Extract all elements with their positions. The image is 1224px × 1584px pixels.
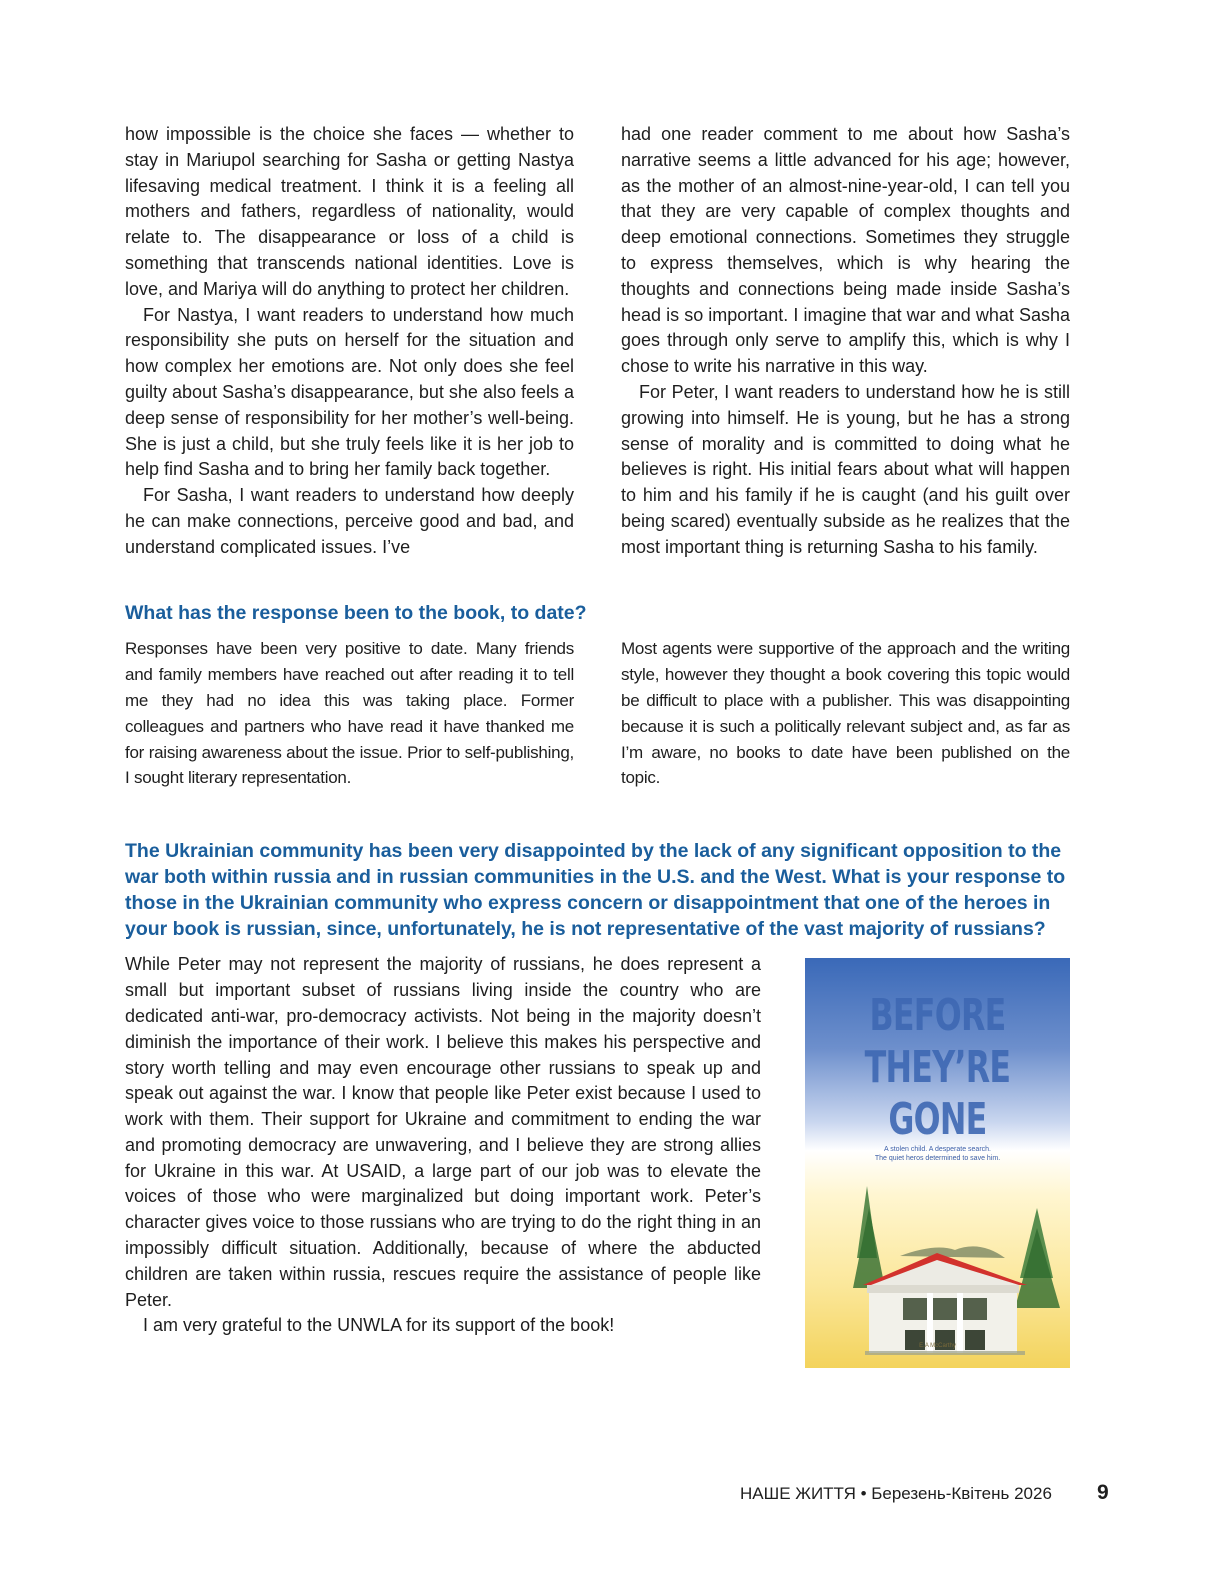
paragraph-nastya: For Nastya, I want readers to understand how much responsibility she puts on herself for the situation and how complex her emotions are. Not only does she feel guilty about Sasha’s disappearance, but she also feels a deep sense of responsibility for her mother’s well-being. She is just a child, but she truly feels like it is her job to help find Sasha and to bring her family back together.	[125, 304, 574, 480]
paragraph-sasha: For Sasha, I want readers to understand how deeply he can make connections, perceive good and bad, and understand complicated issues. I’ve	[125, 485, 574, 557]
closing-paragraph: I am very grateful to the UNWLA for its support of the book!	[143, 1315, 615, 1336]
question-heading-russian-hero: The Ukrainian community has been very disappointed by the lack of any significant opposition to the war both within russia and in russian communities in the U.S. and the West. What is your response to those in the Ukrainian community who express concern or disappointment that one of the heroes in your book is russian, since, unfortunately, he is not representative of the vast majority of russians?	[125, 840, 1066, 940]
title-line: THEY’RE	[864, 1042, 1011, 1094]
paragraph: had one reader comment to me about how Sasha’s narrative seems a little advanced for his age; however, as the mother of an almost-nine-year-old, I can tell you that they are very capable of complex thoughts and deep emotional connections. Sometimes they struggle to express themselves, which is why hearing the thoughts and connections being made inside Sasha’s head is so important. I imagine that war and what Sasha goes through only serve to amplify this, which is why I chose to write his narrative in this way.	[621, 124, 1070, 377]
answer-paragraph: While Peter may not represent the majority of russians, he does represent a small but important subset of russians living inside the country who are dedicated anti-war, pro-democracy activists. Not being in the majority doesn’t diminish the importance of their work. I believe this makes his perspective and story worth telling and may even encourage other russians to speak up and speak out against the war. I know that people like Peter exist because I used to work with them. Their support for Ukraine and commitment to ending the war and promoting democracy are unwavering, and I believe they are strong allies for Ukraine in this war. At USAID, a large part of our job was to elevate the voices of those who were marginalized but doing important work. Peter’s character gives voice to those russians who are trying to do the right thing in an impossibly difficult situation. Additionally, because of where the abducted children are taken within russia, rescues require the assistance of people like Peter.	[125, 954, 761, 1310]
title-line: GONE	[888, 1094, 987, 1146]
tagline-line: A stolen child. A desperate search.	[883, 1146, 991, 1154]
page-number: 9	[1097, 1481, 1109, 1504]
left-column	[125, 122, 574, 561]
book-cover-image	[805, 958, 1070, 1368]
paragraph-peter: For Peter, I want readers to understand how he is still growing into himself. He is young, but he has a strong sense of morality and is committed to doing what he believes is right. His initial fears about what will happen to him and his family if he is caught (and his guilt over being scared) eventually subside as he realizes that the most important thing is returning Sasha to his family.	[621, 381, 1070, 557]
tagline-line: The quiet heros determined to save him.	[874, 1155, 1001, 1163]
article-page	[125, 122, 1070, 1368]
left-column	[125, 636, 574, 791]
right-column	[621, 122, 1070, 561]
book-cover-author: E.A McCarthy	[919, 1343, 956, 1350]
page-footer-publication: НАШЕ ЖИТТЯ • Березень-Квітень 2026	[740, 1484, 1052, 1503]
building-illustration-icon	[805, 958, 1070, 1368]
response-answer-section	[125, 636, 1070, 791]
answer-paragraph: Responses have been very positive to date. Many friends and family members have reached out after reading it to tell me they had no idea this was taking place. Former colleagues and partners who have read it have thanked me for raising awareness about the issue. Prior to self-publishing, I sought literary representation.	[125, 639, 574, 788]
answer-text	[125, 952, 761, 1368]
top-two-column-section	[125, 122, 1070, 561]
russian-hero-answer-section	[125, 952, 1070, 1368]
paragraph: how impossible is the choice she faces — whether to stay in Mariupol searching for Sasha or getting Nastya lifesaving medical treatment. I think it is a feeling all mothers and fathers, regardless of nationality, would relate to. The disappearance or loss of a child is something that transcends national identities. Love is love, and Mariya will do anything to protect her children.	[125, 124, 574, 299]
title-line: BEFORE	[869, 990, 1006, 1042]
question-heading-response: What has the response been to the book, to date?	[125, 601, 587, 624]
answer-paragraph: Most agents were supportive of the approach and the writing style, however they thought a book covering this topic would be difficult to place with a publisher. This was disappointing because it is such a politically relevant subject and, as far as I’m aware, no books to date have been published on the topic.	[621, 639, 1070, 788]
right-column	[621, 636, 1070, 791]
